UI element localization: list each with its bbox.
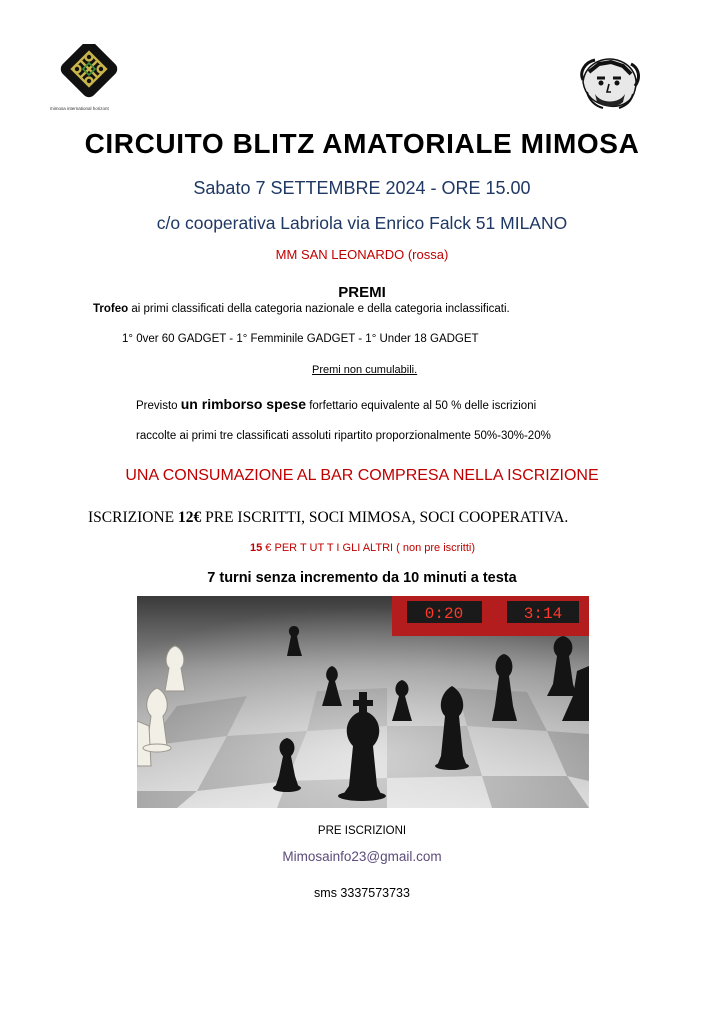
fee-amount: 12€ [177,509,202,526]
refund-split: raccolte ai primi tre classificati assoluti ripartito proporzionalmente 50%-30%-20% [136,430,551,442]
trophy-text: ai primi classificati della categoria nazionale e della categoria inclassificati. [128,303,510,315]
chess-photo [137,596,589,808]
rounds-info: 7 turni senza incremento da 10 minuti a testa [207,570,517,586]
contact-sms: sms 3337573733 [314,886,410,900]
fee-others [250,542,475,554]
portrait-sketch [575,52,645,110]
event-venue: c/o cooperativa Labriola via Enrico Falck 51 MILANO [156,213,568,233]
gadget-prizes: 1° 0ver 60 GADGET - 1° Femminile GADGET - 1° Under 18 GADGET [122,333,479,345]
refund-line [136,396,536,412]
contact-email[interactable]: Mimosainfo23@gmail.com [282,849,442,864]
trophy-line [93,303,510,315]
fee-pre: ISCRIZIONE [88,509,178,526]
preregistration-label: PRE ISCRIZIONI [317,825,407,837]
logo-caption: mimosa international horizont [50,106,109,111]
endless-knot-icon [53,44,129,106]
not-cumulative-note: Premi non cumulabili. [312,364,418,376]
metro-stop: MM SAN LEONARDO (rossa) [275,247,449,262]
fee-others-text: € PER T UT T I GLI ALTRI ( non pre iscritti) [262,542,475,554]
mimosa-logo [50,44,130,114]
fee-line [88,509,568,527]
fee-others-amount: 15 [250,542,263,554]
refund-bold: un rimborso spese [180,396,307,412]
refund-post: forfettario equivalente al 50 % delle iscrizioni [306,400,537,412]
event-date: Sabato 7 SETTEMBRE 2024 - ORE 15.00 [193,178,531,198]
fee-post: PRE ISCRITTI, SOCI MIMOSA, SOCI COOPERATIVA. [201,509,569,526]
bar-consumation-note: UNA CONSUMAZIONE AL BAR COMPRESA NELLA ISCRIZIONE [125,467,599,484]
refund-pre: Previsto [136,400,181,412]
trophy-bold: Trofeo [93,303,129,315]
prizes-heading: PREMI [338,284,386,301]
clock-left: 0:20 [424,605,464,623]
page-title: CIRCUITO BLITZ AMATORIALE MIMOSA [84,128,640,159]
clock-right: 3:14 [523,605,563,623]
